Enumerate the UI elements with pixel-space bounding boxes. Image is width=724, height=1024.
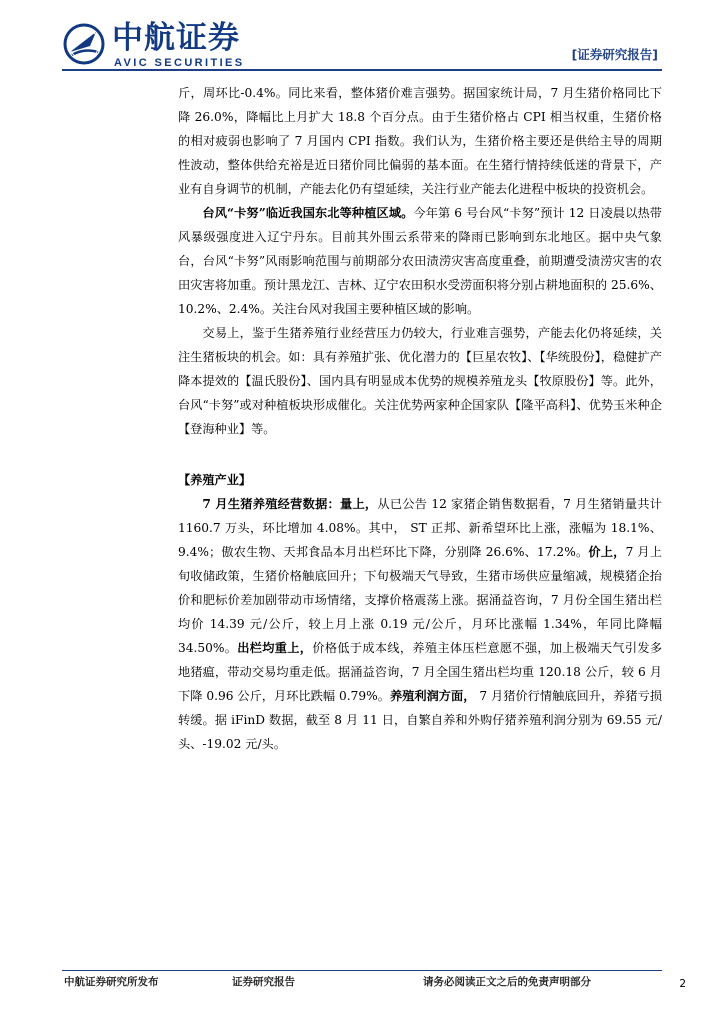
logo-english-name: AVIC SECURITIES — [114, 57, 245, 69]
report-type-label: [证券研究报告] — [571, 47, 658, 62]
avic-logo-icon — [62, 22, 106, 66]
footer-divider — [62, 970, 662, 971]
typhoon-heading: 台风“卡努”临近我国东北等种植区域。 — [202, 206, 414, 220]
weight-text: 价格低于成本线，养殖主体压栏意愿不强，加上极端天气引发多地猪瘟，带动交易均重走低。据涌益咨询，7 月全国生猪出栏均重 120.18 公斤，较 6 月下降 0.96 公斤，月环比跌幅 0.79%。 — [178, 641, 663, 703]
paragraph-pig-price-summary: 斤，周环比-0.4%。同比来看，整体猪价难言强势。据国家统计局，7 月生猪价格同比下降 26.0%，降幅比上月扩大 18.8 个百分点。由于生猪价格占 CPI 相当权重，生猪价格的相对疲弱也影响了 7 月国内 CPI 指数。我们认为，生猪价格主要还是供给主导的周期性波动，整体供给充裕是近日猪价同比偏弱的基本面。在生猪行情持续低迷的背景下，产业有自身调节的机制，产能去化仍有望延续，关注行业产能去化进程中板块的投资机会。 — [178, 86, 662, 196]
paragraph-typhoon — [178, 201, 662, 321]
header-divider — [62, 69, 662, 71]
paragraph-breeding-data — [178, 492, 662, 756]
profit-heading: 养殖利润方面， — [389, 689, 476, 703]
price-heading: 价上， — [588, 545, 626, 559]
page-number: 2 — [679, 978, 686, 990]
volume-text: 从已公告 12 家猪企销售数据看，7 月生猪销量共计 1160.7 万头，环比增加 4.08%。其中， ST 正邦、新希望环比上涨，涨幅为 18.1%、9.4%；傲农生物、天邦食品本月出栏环比下降，分别降 26.6%、17.2%。 — [178, 497, 662, 559]
main-content — [178, 81, 662, 756]
volume-heading: 7 月生猪养殖经营数据：量上， — [202, 497, 378, 511]
typhoon-text: 今年第 6 号台风“卡努”预计 12 日凌晨以热带风暴级强度进入辽宁丹东。目前其外围云系带来的降雨已影响到东北地区。据中央气象台，台风“卡努”风雨影响范围与前期部分农田渍涝灾害高度重叠，前期遭受渍涝灾害的农田灾害将加重。预计黑龙江、吉林、辽宁农田积水受涝面积将分别占耕地面积的 25.6%、10.2%、2.4%。关注台风对我国主要种植区域的影响。 — [178, 206, 662, 316]
paragraph-trading-advice: 交易上，鉴于生猪养殖行业经营压力仍较大，行业难言强势，产能去化仍将延续，关注生猪板块的机会。如：具有养殖扩张、优化潜力的【巨星农牧】、【华统股份】，稳健扩产降本提效的【温氏股份】、国内具有明显成本优势的规模养殖龙头【牧原股份】等。此外，台风“卡努”或对种植板块形成催化。关注优势两家种企国家队【隆平高科】、优势玉米种企【登海种业】等。 — [178, 326, 662, 436]
price-text: 7 月上旬收储政策，生猪价格触底回升；下旬极端天气导致，生猪市场供应量缩减，规模猪企抬价和肥标价差加剧带动市场情绪，支撑价格震荡上涨。据涌益咨询，7 月份全国生猪出栏均价 14.39 元/公斤，较上月上涨 0.19 元/公斤，月环比涨幅 1.34%，年同比降幅 34.50%。 — [178, 545, 662, 655]
footer-report-type: 证券研究报告 — [232, 976, 295, 988]
profit-text: 7 月猪价行情触底回升，养猪亏损转缓。据 iFinD 数据，截至 8 月 11 日，自繁自养和外购仔猪养殖利润分别为 69.55 元/头、-19.02 元/头。 — [178, 689, 663, 751]
weight-heading: 出栏均重上， — [237, 641, 313, 655]
section-title-breeding: 【养殖产业】 — [178, 473, 252, 487]
footer-disclaimer: 请务必阅读正文之后的免责声明部分 — [423, 976, 591, 988]
page-header — [0, 0, 724, 80]
footer-publisher: 中航证券研究所发布 — [64, 976, 159, 988]
logo-chinese-name: 中航证券 — [112, 20, 240, 56]
